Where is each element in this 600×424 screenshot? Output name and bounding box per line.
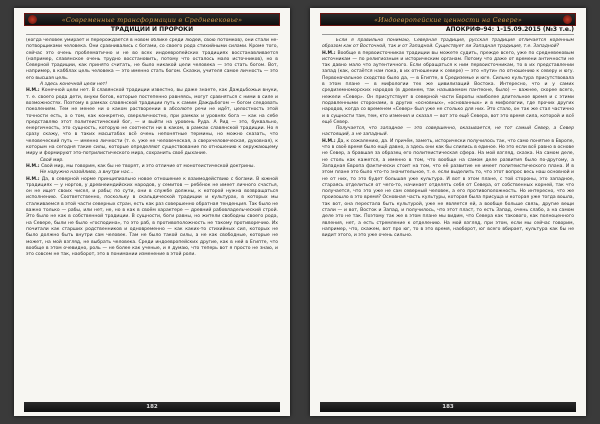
speaker-label: Н.М.: — [26, 176, 40, 182]
running-header-text: «Современные трансформации в Средневековье» — [61, 15, 243, 24]
left-page — [14, 8, 290, 416]
running-header — [24, 13, 280, 26]
question: Не наружно назойливо, а внутри нас... — [40, 170, 134, 176]
speaker-label: Н.М.: — [26, 163, 40, 169]
answer-text: Да, к сожалению, да. И причём, заметь, исторически получилось так, что само понятие в Европе, что в своё время было ещё давно, а здесь они как бы слились в единое. Но это если всё равно в основе не Север, а бравшая за образец его политеистическая сфера. На мой взгляд, сказка. На самом деле, не столь как кажется, а именно в том, что вообще на самом деле развития было по-другому, а Западная Европа фактически стоит на том, что её развитие не имеет политеистического плана. И в этом плане это было что-то значительное, т. е. если выделить то, что этот вопрос весь наш основной и не от них, то это будет большая уже культура. И вот в этом плане, с той стороны, это западное, стараясь отделиться от чего-то, начинает отделять себя от Севера, от собственных корней, так что получается, что это уже не сам северный человек, а его противоположность. Но интересно, что же произошло в это время? Основная часть культуры, которая была присуща и которая уже тогда вошла, так вот, она перестала быть культурой, уже не является ей, а вообще больше связь, другие вещи стали — и вот, Восток и Запад, и получилось, что этот пласт, то есть Запад, очень слабо, а на самом деле это не так. Поэтому так же в этом плане мы видим, что Севера как такового, как полноценного явления, нет, а есть стремление к отделению. На мой взгляд, при этом, если мы сейчас говорим, например, что, скажем, вот про юг, то в это время, наоборот, юг всего вбирает, культура как бы не видит этого, и это уже очень сильно. — [322, 138, 574, 239]
page-body — [26, 38, 278, 398]
answer — [322, 139, 574, 240]
answer — [26, 177, 278, 259]
question: Если я правильно понимаю, Северная традиция, русская традиция отличается коренным образом как от Восточной, так и от Западной. Существует ли Западная традиция, т.е. Западной? — [322, 38, 574, 50]
answer — [26, 88, 278, 157]
question: А здесь конечной цели нет! — [40, 82, 108, 88]
speaker-label: Н.М.: — [322, 138, 336, 144]
speaker-label: Н.М.: — [322, 50, 336, 56]
answer-text: Свой мир, мы говорим, как бы не творят, и это отличие от монотеистической доктрины. — [41, 163, 255, 169]
right-page — [310, 8, 586, 416]
answer-text: Вообще в первоисточниках традиции вы можете судить, прежде всего, уже по средневековым источникам — по религиозным и историческим органам. Потому что даже от времени античности не так давно мало что аутентичного. Если обращаться к ним первоисточникам, то в их представлении запад (как, остаётся нам пока, в их отношении к севере) — это «пути» по отношению к северу и югу. Первоначальное сходство было да, — в Египте, в Средиземье и юге. Сильно культура присутствовала в этом плане — в мифологии тех же цивилизаций Востока. Интересно, что и у самих средиземноморских народов (в древнем, так называемом пантеоне, было) — важнее, скорее всего, нежели «Север». Он присутствует в северной части Европы наиболее длительное время и с этими подавленными сторонами, в других «основных», «основанных» и в мифологии, где прочих других народов, когда со временем «Север» был уже не столько для них. Это стало, он так же стал частично и в сущности там, тем, кто изменил и сказал — вот это ещё Севера, вот это время сила, которой и всё ещё Север. — [322, 50, 574, 125]
page-number: 182 — [146, 404, 158, 410]
page-number: 183 — [442, 404, 454, 410]
speaker-label: Н.М.: — [26, 88, 40, 94]
emblem-icon — [563, 15, 572, 24]
paragraph: (когда человек умирает и перерождается в новом облике среди людей, свою потомков), они стали не-потворщиками человека. Они сравнивались с богами, со своего рода стихийными силами. Кроме того, сейчас это очень проблематично и не во всех индоевропейских традициях восстанавливается (например, славянское очень трудно восстановить, потому что осталось мало источников), но в Северной традиции, как принято считать, не было никакой цели человека — это стать богом. Вот, например, в кабблах цель человека — это именно стать богом. Сказки, учителя самое личность — это его высшая цель. — [26, 38, 278, 81]
section-title: АПОКРИФ-94: 1-15.09.2015 (№3 т.е.) — [322, 26, 574, 35]
running-header — [320, 13, 576, 26]
emblem-icon — [28, 15, 37, 24]
page-body — [322, 38, 574, 398]
page-footer — [320, 402, 576, 412]
running-header-text: «Индоевропейские ценности на Севере» — [374, 15, 522, 24]
answer — [322, 51, 574, 127]
page-footer — [24, 402, 280, 412]
question: Получается, что западное — это совершенно, оказывается, не тот самый Север, а Север настоящий, а не западный. — [322, 126, 574, 138]
answer-text: Да, в северной норме принципиально новое отношение к взаимодействию с богами. В южной традициях — у норгов, у древнеиндийских народов, у семитов — ребёнок не имеет личного счастья, он не ищет своих чисел, и рабы; по сути, они в службе должны, к которой нужна возвращаться исполнению. Соответственно, поскольку в скальдической традиции и культурах, в которых мы сталкиваемся в этой части северных стран, есть как раз совершенно обратная тенденция. Так было не важно только — рабы, или нет, не, но в как в своём характере — древний рабовладельческий строй. Это было не как в собственной традиции. В сущности, боги равны, но жители свободны своего рода, на Севере, были не было «господина», то это раб, в противоположность не такому противоречию. Их почитали как старших родственников и одновременно — как каких-то стихийных сил, которых не было должно быть внутри сам человек. Там не было такой силы, а не как свободные, которые не может, на мой взгляд, не выбрать человека. Среди индоевропейских другие, как в ней в Египте, что вообще в этом очевидно, роль — не более как ученые, и я думаю, что теперь вот я просто не знаю, и это совсем не так, наоборот, это в понимании изменение в этой роли. — [26, 176, 278, 258]
section-title: ТРАДИЦИИ И ПРОРОКИ — [26, 26, 278, 35]
answer-text: Конечной цели нет. В славянской традиции известно, вы даже знаете, как Даждьбожьи внуки, т. е. своего рода дети, внуки богов, которые постепенно равняясь, могут сравняться с ними в силе и возможностях. Поэтому в рамках славянской традиции путь к самим Даждьбогом — богом следовать поколениям. Тем не менее ни о каком растворении в абсолюте речи не идёт, целостность этой точности есть, а о том, как конкретно, сверхличностно, при рамках и уровнях бога — как на себе представляю этот политеистический бог, — и выйти на уровень Руда. А Рид — это, буквально, енергичность, это сущность, которую не соотнести ни в каком, в рамках славянской традиции. Но я сразу скажу, что в таких масштабах всё очень непонятные термины, но можно сказать, что человеческий путь — именно личности (т. е. уже не человеческая, а сверхчеловеческая, духовная), к которым на сегодня такие силы, которые определяют существование по отношению к окружающему миру и формируют это-потрилистического мира, сохранить своё дыхание. — [26, 88, 278, 157]
question: Свой мир. — [40, 157, 64, 163]
